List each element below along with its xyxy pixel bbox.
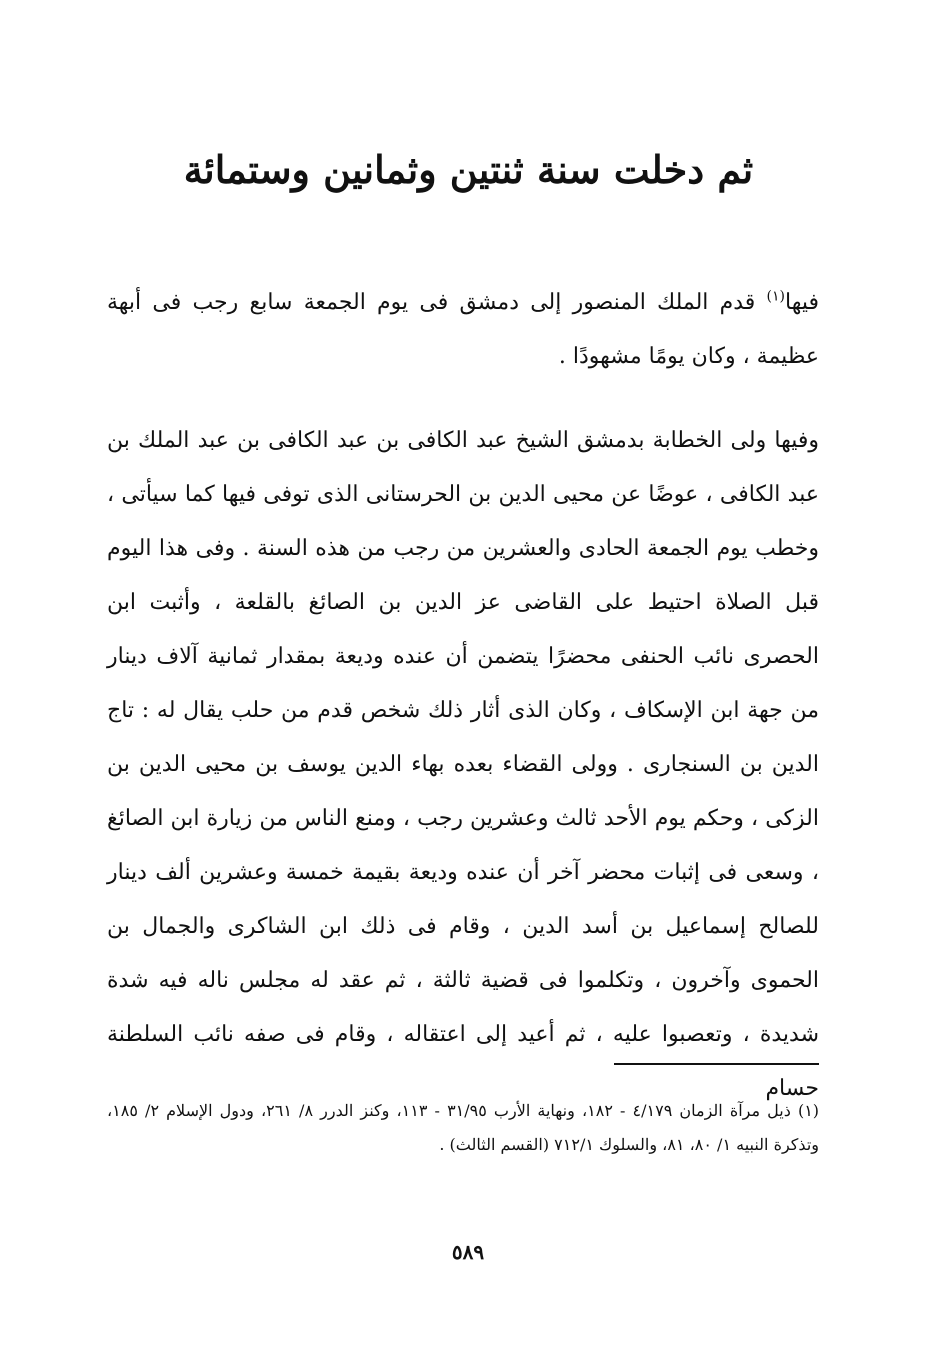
paragraph-text: قدم الملك المنصور إلى دمشق فى يوم الجمعة سابع رجب فى أبهة عظيمة ، وكان يومًا مشهودًا . [107, 290, 819, 369]
page-number: ٥٨٩ [451, 1240, 485, 1264]
paragraph [107, 414, 819, 1116]
paragraph-lead: فيها [785, 290, 819, 315]
paragraph [107, 276, 819, 384]
paragraph-text: وفيها ولى الخطابة بدمشق الشيخ عبد الكافى بن عبد الكافى بن عبد الملك بن عبد الكافى ، عوضًا عن محيى الدين بن الحرستانى الذى توفى فيها كما سيأتى ، وخطب يوم الجمعة الحادى والعشرين من رجب من هذه السنة . وفى هذا اليوم قبل الصلاة احتيط على القاضى عز الدين بن الصائغ بالقلعة ، وأثبت ابن الحصرى نائب الحنفى محضرًا يتضمن أن عنده وديعة بمقدار ثمانية آلاف دينار من جهة ابن الإسكاف ، وكان الذى أثار ذلك شخص قدم من حلب يقال له : تاج الدين بن السنجارى . وولى القضاء بعده بهاء الدين يوسف بن محيى الدين بن الزكى ، وحكم يوم الأحد ثالث وعشرين رجب ، ومنع الناس من زيارة ابن الصائغ ، وسعى فى إثبات محضر آخر أن عنده وديعة بقيمة خمسة وعشرين ألف دينار للصالح إسماعيل بن أسد الدين ، وقام فى ذلك ابن الشاكرى والجمال بن الحموى وآخرون ، وتكلموا فى قضية ثالثة ، ثم عقد له مجلس ناله فيه شدة شديدة ، وتعصبوا عليه ، ثم أعيد إلى اعتقاله ، وقام فى صفه نائب السلطنة حسام [107, 428, 819, 1101]
main-text [107, 276, 819, 1116]
chapter-title: ثم دخلت سنة ثنتين وثمانين وستمائة [183, 147, 754, 192]
footnote-marker: (١) [766, 288, 785, 305]
footnote-divider [614, 1063, 819, 1065]
footnote: (١) ذيل مرآة الزمان ٤/١٧٩ - ١٨٢، ونهاية الأرب ٣١/٩٥ - ١١٣، وكنز الدرر ٨/ ٢٦١، ودول الإسلام ٢/ ١٨٥، وتذكرة النبيه ١/ ٨٠، ٨١، والسلوك ٧١٢/١ (القسم الثالث) . [107, 1101, 820, 1154]
